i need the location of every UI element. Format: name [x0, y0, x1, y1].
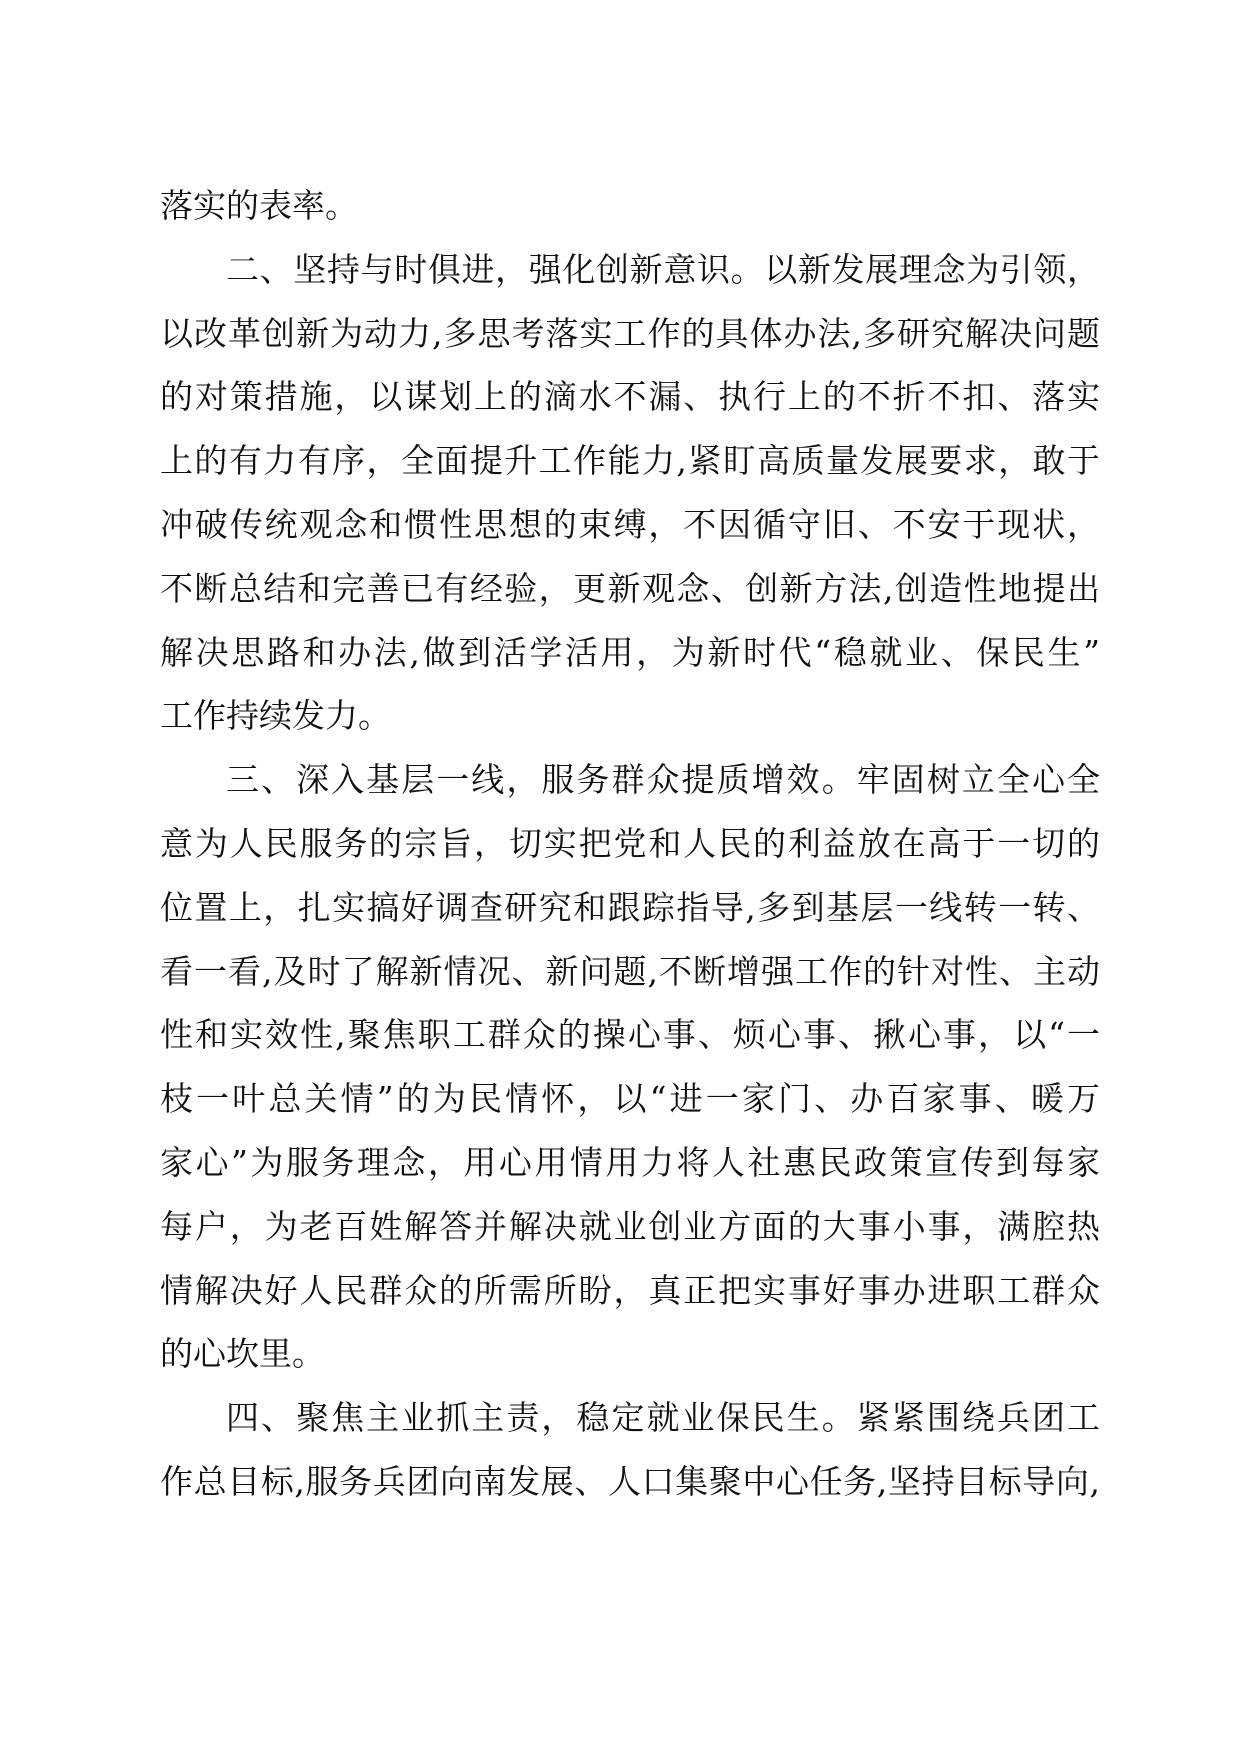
paragraph-4-heading-line: 四、聚焦主业抓主责，稳定就业保民生。紧紧围绕兵团工	[226, 1398, 1100, 1438]
text-line: 落实的表率。	[160, 186, 358, 225]
paragraph-3-heading-line: 三、深入基层一线，服务群众提质增效。牢固树立全心全	[226, 760, 1100, 800]
text-line: 位置上，扎实搞好调查研究和跟踪指导,多到基层一线转一转、	[160, 887, 1100, 927]
text-line: 冲破传统观念和惯性思想的束缚，不因循守旧、不安于现状，	[160, 504, 1100, 544]
text-line: 看一看,及时了解新情况、新问题,不断增强工作的针对性、主动	[160, 951, 1100, 991]
text-line: 枝一叶总关情”的为民情怀，以“进一家门、办百家事、暖万	[160, 1079, 1100, 1119]
text-line: 不断总结和完善已有经验，更新观念、创新方法,创造性地提出	[160, 568, 1100, 608]
text-line: 作总目标,服务兵团向南发展、人口集聚中心任务,坚持目标导向,	[160, 1461, 1100, 1501]
text-line: 工作持续发力。	[160, 696, 391, 736]
text-line: 解决思路和办法,做到活学活用，为新时代“稳就业、保民生”	[160, 632, 1100, 672]
text-line: 性和实效性,聚焦职工群众的操心事、烦心事、揪心事，以“一	[160, 1015, 1100, 1055]
text-line: 每户，为老百姓解答并解决就业创业方面的大事小事，满腔热	[160, 1206, 1100, 1246]
text-line: 的心坎里。	[160, 1334, 325, 1374]
paragraph-2-heading-line: 二、坚持与时俱进，强化创新意识。以新发展理念为引领，	[226, 249, 1100, 289]
text-line: 的对策措施，以谋划上的滴水不漏、执行上的不折不扣、落实	[160, 377, 1100, 417]
text-line: 情解决好人民群众的所需所盼，真正把实事好事办进职工群众	[160, 1270, 1100, 1310]
text-line: 意为人民服务的宗旨，切实把党和人民的利益放在高于一切的	[160, 823, 1100, 863]
text-line: 上的有力有序，全面提升工作能力,紧盯高质量发展要求，敢于	[160, 441, 1100, 481]
text-line: 以改革创新为动力,多思考落实工作的具体办法,多研究解决问题	[160, 313, 1100, 353]
body-text	[160, 178, 1100, 1518]
text-line: 家心”为服务理念，用心用情用力将人社惠民政策宣传到每家	[160, 1142, 1100, 1182]
